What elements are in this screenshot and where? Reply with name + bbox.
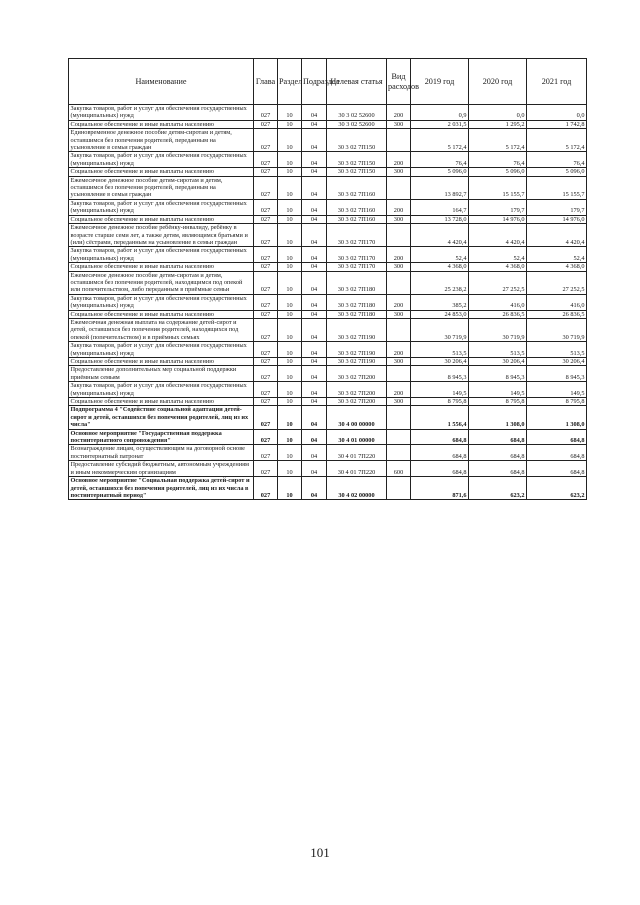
cell-target: 30 3 02 7П170 bbox=[327, 263, 387, 271]
cell-target: 30 3 02 7П200 bbox=[327, 398, 387, 406]
cell-target: 30 3 02 7П160 bbox=[327, 215, 387, 223]
cell-vid: 200 bbox=[387, 152, 411, 168]
cell-name: Социальное обеспечение и иные выплаты населению bbox=[69, 120, 254, 128]
cell-vid: 300 bbox=[387, 398, 411, 406]
cell-2019: 385,2 bbox=[411, 294, 469, 310]
cell-name: Единовременное денежное пособие детям-сиротам и детям, оставшимся без попечения родителей, переданным на усыновление в семьи граждан bbox=[69, 129, 254, 152]
cell-vid bbox=[387, 445, 411, 461]
cell-name: Закупка товаров, работ и услуг для обеспечения государственных (муниципальных) нужд bbox=[69, 342, 254, 358]
cell-2019: 13 728,0 bbox=[411, 215, 469, 223]
cell-podrazdel: 04 bbox=[302, 152, 327, 168]
cell-vid: 200 bbox=[387, 247, 411, 263]
header-target: Целевая статья bbox=[327, 59, 387, 105]
cell-name: Закупка товаров, работ и услуг для обеспечения государственных (муниципальных) нужд bbox=[69, 152, 254, 168]
cell-vid: 300 bbox=[387, 215, 411, 223]
cell-2020: 684,8 bbox=[469, 429, 527, 445]
cell-podrazdel: 04 bbox=[302, 477, 327, 500]
cell-podrazdel: 04 bbox=[302, 358, 327, 366]
cell-glava: 027 bbox=[254, 461, 278, 477]
table-row bbox=[69, 120, 587, 128]
cell-vid bbox=[387, 318, 411, 341]
cell-glava: 027 bbox=[254, 224, 278, 247]
cell-target: 30 3 02 7П160 bbox=[327, 199, 387, 215]
cell-target: 30 4 01 7П220 bbox=[327, 461, 387, 477]
cell-2020: 8 795,8 bbox=[469, 398, 527, 406]
cell-podrazdel: 04 bbox=[302, 215, 327, 223]
cell-name: Ежемесячное денежное пособие детям-сиротам и детям, оставшимся без попечения родителей, переданным на усыновление в семьи граждан bbox=[69, 176, 254, 199]
cell-vid bbox=[387, 271, 411, 294]
cell-2020: 0,0 bbox=[469, 105, 527, 121]
cell-podrazdel: 04 bbox=[302, 271, 327, 294]
cell-glava: 027 bbox=[254, 176, 278, 199]
cell-razdel: 10 bbox=[278, 224, 302, 247]
cell-razdel: 10 bbox=[278, 215, 302, 223]
cell-name: Социальное обеспечение и иные выплаты населению bbox=[69, 310, 254, 318]
cell-vid: 200 bbox=[387, 382, 411, 398]
cell-vid bbox=[387, 429, 411, 445]
cell-target: 30 3 02 52600 bbox=[327, 120, 387, 128]
cell-2021: 8 945,3 bbox=[527, 366, 587, 382]
cell-vid: 200 bbox=[387, 294, 411, 310]
table-row bbox=[69, 129, 587, 152]
cell-2019: 13 892,7 bbox=[411, 176, 469, 199]
cell-glava: 027 bbox=[254, 406, 278, 429]
table-row bbox=[69, 358, 587, 366]
table-row bbox=[69, 215, 587, 223]
cell-2019: 24 853,0 bbox=[411, 310, 469, 318]
cell-name: Вознаграждение лицам, осуществляющим на договорной основе постинтернатный патронат bbox=[69, 445, 254, 461]
cell-2021: 26 836,5 bbox=[527, 310, 587, 318]
cell-2019: 164,7 bbox=[411, 199, 469, 215]
cell-name: Социальное обеспечение и иные выплаты населению bbox=[69, 263, 254, 271]
cell-2021: 1 742,8 bbox=[527, 120, 587, 128]
cell-2019: 8 795,8 bbox=[411, 398, 469, 406]
cell-2019: 1 556,4 bbox=[411, 406, 469, 429]
header-name: Наименование bbox=[69, 59, 254, 105]
table-row bbox=[69, 105, 587, 121]
header-razdel: Раздел bbox=[278, 59, 302, 105]
cell-glava: 027 bbox=[254, 247, 278, 263]
cell-2020: 8 945,3 bbox=[469, 366, 527, 382]
header-2019: 2019 год bbox=[411, 59, 469, 105]
table-row bbox=[69, 342, 587, 358]
cell-2019: 149,5 bbox=[411, 382, 469, 398]
cell-razdel: 10 bbox=[278, 129, 302, 152]
cell-2021: 52,4 bbox=[527, 247, 587, 263]
cell-name: Ежемесячная денежная выплата на содержание детей-сирот и детей, оставшихся без попечения родителей, находящихся под опекой (попечительством) и в приёмных семьях bbox=[69, 318, 254, 341]
cell-2021: 27 252,5 bbox=[527, 271, 587, 294]
cell-name: Закупка товаров, работ и услуг для обеспечения государственных (муниципальных) нужд bbox=[69, 294, 254, 310]
cell-2020: 52,4 bbox=[469, 247, 527, 263]
table-row bbox=[69, 445, 587, 461]
cell-glava: 027 bbox=[254, 271, 278, 294]
cell-target: 30 4 01 7П220 bbox=[327, 445, 387, 461]
cell-target: 30 3 02 7П180 bbox=[327, 294, 387, 310]
table-row bbox=[69, 263, 587, 271]
cell-2019: 5 096,0 bbox=[411, 168, 469, 176]
cell-glava: 027 bbox=[254, 129, 278, 152]
cell-target: 30 4 00 00000 bbox=[327, 406, 387, 429]
cell-2020: 179,7 bbox=[469, 199, 527, 215]
cell-glava: 027 bbox=[254, 318, 278, 341]
cell-name: Социальное обеспечение и иные выплаты населению bbox=[69, 398, 254, 406]
cell-target: 30 3 02 7П200 bbox=[327, 366, 387, 382]
cell-2019: 5 172,4 bbox=[411, 129, 469, 152]
cell-vid bbox=[387, 224, 411, 247]
cell-2020: 30 206,4 bbox=[469, 358, 527, 366]
cell-podrazdel: 04 bbox=[302, 318, 327, 341]
cell-razdel: 10 bbox=[278, 366, 302, 382]
table-row bbox=[69, 168, 587, 176]
cell-razdel: 10 bbox=[278, 152, 302, 168]
cell-2019: 52,4 bbox=[411, 247, 469, 263]
cell-vid bbox=[387, 129, 411, 152]
cell-2019: 0,9 bbox=[411, 105, 469, 121]
cell-glava: 027 bbox=[254, 152, 278, 168]
cell-2019: 684,8 bbox=[411, 461, 469, 477]
cell-2019: 2 031,5 bbox=[411, 120, 469, 128]
cell-glava: 027 bbox=[254, 342, 278, 358]
cell-2020: 4 420,4 bbox=[469, 224, 527, 247]
cell-glava: 027 bbox=[254, 120, 278, 128]
cell-razdel: 10 bbox=[278, 310, 302, 318]
table-row bbox=[69, 176, 587, 199]
cell-podrazdel: 04 bbox=[302, 247, 327, 263]
cell-2021: 5 172,4 bbox=[527, 129, 587, 152]
table-row bbox=[69, 199, 587, 215]
cell-2020: 623,2 bbox=[469, 477, 527, 500]
cell-name: Основное мероприятие "Социальная поддержка детей-сирот и детей, оставшихся без попечения родителей, лиц из их числа в постинтернатный период" bbox=[69, 477, 254, 500]
cell-2021: 30 206,4 bbox=[527, 358, 587, 366]
cell-target: 30 3 02 7П150 bbox=[327, 168, 387, 176]
cell-2020: 76,4 bbox=[469, 152, 527, 168]
cell-2021: 4 368,0 bbox=[527, 263, 587, 271]
cell-2021: 30 719,9 bbox=[527, 318, 587, 341]
cell-vid: 300 bbox=[387, 120, 411, 128]
cell-glava: 027 bbox=[254, 398, 278, 406]
cell-razdel: 10 bbox=[278, 445, 302, 461]
cell-vid bbox=[387, 366, 411, 382]
cell-razdel: 10 bbox=[278, 461, 302, 477]
cell-2021: 149,5 bbox=[527, 382, 587, 398]
cell-podrazdel: 04 bbox=[302, 120, 327, 128]
cell-razdel: 10 bbox=[278, 199, 302, 215]
cell-razdel: 10 bbox=[278, 429, 302, 445]
cell-vid bbox=[387, 406, 411, 429]
cell-glava: 027 bbox=[254, 294, 278, 310]
cell-razdel: 10 bbox=[278, 247, 302, 263]
cell-vid: 300 bbox=[387, 263, 411, 271]
cell-name: Ежемесячное денежное пособие ребёнку-инвалиду, ребёнку в возрасте старше семи лет, а также детям, являющимся братьями и (или) сёстрами, переданным на усыновление в семьи граждан bbox=[69, 224, 254, 247]
cell-podrazdel: 04 bbox=[302, 224, 327, 247]
cell-name: Ежемесячное денежное пособие детям-сиротам и детям, оставшимся без попечения родителей, находящимся под опекой или попечительством, либо переданным в приёмные семьи bbox=[69, 271, 254, 294]
cell-2019: 871,6 bbox=[411, 477, 469, 500]
cell-podrazdel: 04 bbox=[302, 398, 327, 406]
table-row bbox=[69, 477, 587, 500]
cell-name: Социальное обеспечение и иные выплаты населению bbox=[69, 168, 254, 176]
table-row bbox=[69, 224, 587, 247]
table-row bbox=[69, 271, 587, 294]
cell-2020: 416,0 bbox=[469, 294, 527, 310]
table-row bbox=[69, 310, 587, 318]
cell-razdel: 10 bbox=[278, 398, 302, 406]
table-row bbox=[69, 406, 587, 429]
cell-podrazdel: 04 bbox=[302, 294, 327, 310]
cell-target: 30 3 02 7П190 bbox=[327, 318, 387, 341]
cell-2020: 14 976,0 bbox=[469, 215, 527, 223]
cell-glava: 027 bbox=[254, 382, 278, 398]
cell-2021: 513,5 bbox=[527, 342, 587, 358]
cell-podrazdel: 04 bbox=[302, 382, 327, 398]
cell-podrazdel: 04 bbox=[302, 199, 327, 215]
cell-razdel: 10 bbox=[278, 168, 302, 176]
cell-2019: 30 206,4 bbox=[411, 358, 469, 366]
cell-2020: 15 155,7 bbox=[469, 176, 527, 199]
cell-razdel: 10 bbox=[278, 477, 302, 500]
table-header-row bbox=[69, 59, 587, 105]
cell-2020: 513,5 bbox=[469, 342, 527, 358]
cell-razdel: 10 bbox=[278, 176, 302, 199]
header-podrazdel: Подраздел bbox=[302, 59, 327, 105]
cell-2019: 76,4 bbox=[411, 152, 469, 168]
cell-podrazdel: 04 bbox=[302, 129, 327, 152]
header-2021: 2021 год bbox=[527, 59, 587, 105]
cell-target: 30 3 02 7П170 bbox=[327, 247, 387, 263]
cell-razdel: 10 bbox=[278, 358, 302, 366]
cell-target: 30 3 02 7П200 bbox=[327, 382, 387, 398]
cell-razdel: 10 bbox=[278, 294, 302, 310]
table-row bbox=[69, 398, 587, 406]
cell-glava: 027 bbox=[254, 366, 278, 382]
cell-name: Закупка товаров, работ и услуг для обеспечения государственных (муниципальных) нужд bbox=[69, 105, 254, 121]
cell-target: 30 3 02 7П160 bbox=[327, 176, 387, 199]
cell-2020: 1 308,0 bbox=[469, 406, 527, 429]
cell-podrazdel: 04 bbox=[302, 461, 327, 477]
cell-podrazdel: 04 bbox=[302, 429, 327, 445]
cell-target: 30 3 02 7П170 bbox=[327, 224, 387, 247]
cell-razdel: 10 bbox=[278, 382, 302, 398]
cell-razdel: 10 bbox=[278, 271, 302, 294]
cell-target: 30 3 02 7П180 bbox=[327, 310, 387, 318]
cell-podrazdel: 04 bbox=[302, 105, 327, 121]
cell-2021: 684,8 bbox=[527, 445, 587, 461]
cell-target: 30 3 02 7П150 bbox=[327, 129, 387, 152]
cell-2021: 179,7 bbox=[527, 199, 587, 215]
cell-target: 30 3 02 7П190 bbox=[327, 342, 387, 358]
cell-2019: 4 368,0 bbox=[411, 263, 469, 271]
cell-podrazdel: 04 bbox=[302, 263, 327, 271]
table-row bbox=[69, 429, 587, 445]
cell-2021: 15 155,7 bbox=[527, 176, 587, 199]
cell-target: 30 4 01 00000 bbox=[327, 429, 387, 445]
cell-2021: 8 795,8 bbox=[527, 398, 587, 406]
cell-2021: 684,8 bbox=[527, 461, 587, 477]
cell-name: Социальное обеспечение и иные выплаты населению bbox=[69, 215, 254, 223]
cell-glava: 027 bbox=[254, 477, 278, 500]
table-row bbox=[69, 318, 587, 341]
cell-name: Предоставление дополнительных мер социальной поддержки приёмным семьям bbox=[69, 366, 254, 382]
cell-name: Социальное обеспечение и иные выплаты населению bbox=[69, 358, 254, 366]
cell-2020: 5 172,4 bbox=[469, 129, 527, 152]
cell-2021: 14 976,0 bbox=[527, 215, 587, 223]
cell-razdel: 10 bbox=[278, 120, 302, 128]
cell-2021: 623,2 bbox=[527, 477, 587, 500]
cell-vid: 300 bbox=[387, 358, 411, 366]
cell-vid: 200 bbox=[387, 342, 411, 358]
cell-2019: 684,8 bbox=[411, 445, 469, 461]
cell-podrazdel: 04 bbox=[302, 176, 327, 199]
cell-target: 30 3 02 52600 bbox=[327, 105, 387, 121]
cell-target: 30 4 02 00000 bbox=[327, 477, 387, 500]
cell-2020: 684,8 bbox=[469, 445, 527, 461]
table-row bbox=[69, 247, 587, 263]
cell-name: Предоставление субсидий бюджетным, автономным учреждениям и иным некоммерческим организациям bbox=[69, 461, 254, 477]
page-number: 101 bbox=[310, 845, 330, 860]
cell-2019: 513,5 bbox=[411, 342, 469, 358]
cell-podrazdel: 04 bbox=[302, 406, 327, 429]
cell-2019: 684,8 bbox=[411, 429, 469, 445]
cell-razdel: 10 bbox=[278, 342, 302, 358]
budget-table bbox=[68, 58, 587, 500]
cell-razdel: 10 bbox=[278, 263, 302, 271]
cell-name: Основное мероприятие "Государственная поддержка постинтернатного сопровождения" bbox=[69, 429, 254, 445]
cell-glava: 027 bbox=[254, 429, 278, 445]
cell-2019: 8 945,3 bbox=[411, 366, 469, 382]
cell-razdel: 10 bbox=[278, 105, 302, 121]
cell-2020: 30 719,9 bbox=[469, 318, 527, 341]
cell-2020: 1 295,2 bbox=[469, 120, 527, 128]
cell-2021: 684,8 bbox=[527, 429, 587, 445]
cell-target: 30 3 02 7П180 bbox=[327, 271, 387, 294]
cell-vid: 300 bbox=[387, 310, 411, 318]
header-vid: Вид расходов bbox=[387, 59, 411, 105]
cell-podrazdel: 04 bbox=[302, 342, 327, 358]
cell-name: Закупка товаров, работ и услуг для обеспечения государственных (муниципальных) нужд bbox=[69, 247, 254, 263]
cell-2020: 26 836,5 bbox=[469, 310, 527, 318]
cell-podrazdel: 04 bbox=[302, 366, 327, 382]
cell-name: Закупка товаров, работ и услуг для обеспечения государственных (муниципальных) нужд bbox=[69, 382, 254, 398]
cell-2021: 0,0 bbox=[527, 105, 587, 121]
header-2020: 2020 год bbox=[469, 59, 527, 105]
cell-vid: 600 bbox=[387, 461, 411, 477]
cell-podrazdel: 04 bbox=[302, 445, 327, 461]
table-row bbox=[69, 294, 587, 310]
cell-2020: 5 096,0 bbox=[469, 168, 527, 176]
cell-name: Подпрограмма 4 "Содействие социальной адаптации детей-сирот и детей, оставшихся без попечения родителей, лиц из их числа" bbox=[69, 406, 254, 429]
cell-vid: 200 bbox=[387, 105, 411, 121]
cell-target: 30 3 02 7П190 bbox=[327, 358, 387, 366]
cell-glava: 027 bbox=[254, 105, 278, 121]
cell-podrazdel: 04 bbox=[302, 168, 327, 176]
cell-2020: 27 252,5 bbox=[469, 271, 527, 294]
cell-2019: 25 238,2 bbox=[411, 271, 469, 294]
cell-vid bbox=[387, 176, 411, 199]
cell-2021: 5 096,0 bbox=[527, 168, 587, 176]
table-row bbox=[69, 152, 587, 168]
cell-2021: 416,0 bbox=[527, 294, 587, 310]
cell-vid: 300 bbox=[387, 168, 411, 176]
cell-2021: 1 308,0 bbox=[527, 406, 587, 429]
cell-podrazdel: 04 bbox=[302, 310, 327, 318]
cell-glava: 027 bbox=[254, 215, 278, 223]
cell-2020: 149,5 bbox=[469, 382, 527, 398]
table-row bbox=[69, 382, 587, 398]
header-glava: Глава bbox=[254, 59, 278, 105]
cell-2021: 4 420,4 bbox=[527, 224, 587, 247]
cell-2019: 30 719,9 bbox=[411, 318, 469, 341]
cell-glava: 027 bbox=[254, 358, 278, 366]
table-row bbox=[69, 461, 587, 477]
cell-2020: 4 368,0 bbox=[469, 263, 527, 271]
cell-glava: 027 bbox=[254, 168, 278, 176]
cell-glava: 027 bbox=[254, 310, 278, 318]
cell-2019: 4 420,4 bbox=[411, 224, 469, 247]
cell-glava: 027 bbox=[254, 199, 278, 215]
cell-2020: 684,8 bbox=[469, 461, 527, 477]
cell-razdel: 10 bbox=[278, 318, 302, 341]
cell-2021: 76,4 bbox=[527, 152, 587, 168]
cell-glava: 027 bbox=[254, 445, 278, 461]
cell-vid bbox=[387, 477, 411, 500]
cell-glava: 027 bbox=[254, 263, 278, 271]
cell-name: Закупка товаров, работ и услуг для обеспечения государственных (муниципальных) нужд bbox=[69, 199, 254, 215]
cell-vid: 200 bbox=[387, 199, 411, 215]
table-row bbox=[69, 366, 587, 382]
cell-razdel: 10 bbox=[278, 406, 302, 429]
cell-target: 30 3 02 7П150 bbox=[327, 152, 387, 168]
